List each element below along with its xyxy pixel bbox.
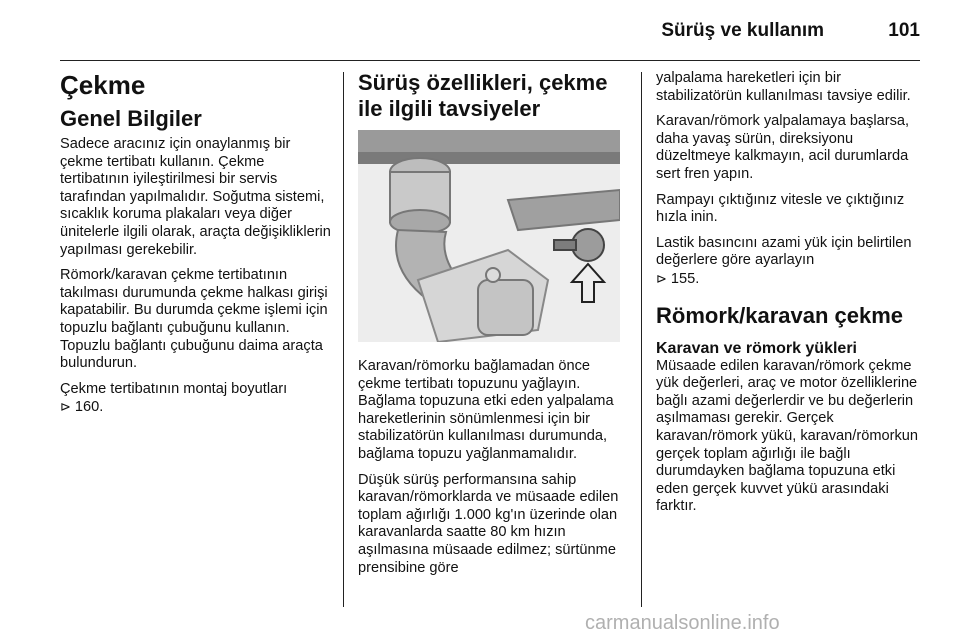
heading-genel-bilgiler: Genel Bilgiler — [60, 106, 202, 131]
paragraph-text: Lastik basıncını azami yük için belirtilen değerlere göre ayarlayın — [656, 234, 912, 269]
column-divider-2 — [641, 72, 642, 607]
paragraph: Karavan/römorku bağlamadan önce çekme tertibatı topuzunu yağlayın. Bağlama topuzuna etki eden yalpalama hareketlerinin sönümlenmesi için bir stabilizatörün kullanılması durumunda, bağlama topuzu yağlanmamalıdır. — [358, 358, 614, 462]
heading-romork-karavan-cekme: Römork/karavan çekme — [656, 302, 904, 328]
header-divider — [60, 60, 920, 61]
page-number: 101 — [888, 20, 920, 41]
paragraph: yalpalama hareketleri için bir stabilizatörün kullanılması tavsiye edilir. — [656, 70, 911, 104]
tow-ball-illustration — [358, 130, 620, 342]
paragraph: Müsaade edilen karavan/römork çekme yük değerleri, araç ve motor özelliklerine bağlı azami değerlerdir ve bu değerlerin aşılmaması gerekir. Gerçek karavan/römork yükü, karavan/römorkun gerçek toplam ağırlığı ile bağlı durumdayken bağlama topuzuna etki eden gerçek kuvvet yükü arasındaki farktır. — [656, 357, 918, 515]
paragraph: Karavan/römork yalpalamaya başlarsa, daha yavaş sürün, direksiyonu düzeltmeye kalkmayın, acil durumlarda sert fren yapın. — [656, 113, 910, 182]
paragraph: Römork/karavan çekme tertibatının takılması durumunda çekme halkası girişi kapatabilir. Bu durumda çekme işlemi için topuzlu bağlantı çubuğunu kullanın. Topuzlu bağlantı çubuğunu daima araçta bulundurun. — [60, 267, 328, 372]
column-middle — [358, 70, 630, 585]
page-header — [0, 0, 960, 62]
heading-surus-ozellikleri: Sürüş özellikleri, çekme ile ilgili tavsiyeler — [358, 70, 608, 121]
column-right — [656, 70, 928, 524]
heading-karavan-romork-yukleri: Karavan ve römork yükleri — [656, 339, 857, 357]
watermark: carmanualsonline.info — [585, 612, 780, 634]
heading-cekme: Çekme — [60, 70, 146, 100]
paragraph: Sadece aracınız için onaylanmış bir çekme tertibatı kullanın. Çekme tertibatının iyileştirilmesi bir servis tarafından yapılmalıdır. Soğutma sistemi, sıcaklık koruma plakaları veya diğer ünitelerle ilgili olarak, araçta değişikliklerin yapılması gerekebilir. — [60, 136, 331, 258]
paragraph: Düşük sürüş performansına sahip karavan/römorklarda ve müsaade edilen toplam ağırlığı 1.000 kg'ın üzerinde olan karavanlarda saatte 80 km hızın aşılmasına müsaade edilmez; sürtünme prensibine göre — [358, 471, 619, 576]
column-divider-1 — [343, 72, 344, 607]
paragraph: Rampayı çıktığınız vitesle ve çıktığınız hızla inin. — [656, 191, 905, 226]
reference-arrow-icon[interactable]: ⊳ — [656, 270, 667, 286]
page-reference[interactable]: 155. — [670, 270, 700, 287]
paragraph — [60, 381, 332, 417]
paragraph — [656, 235, 928, 289]
column-left — [60, 70, 332, 425]
section-title: Sürüş ve kullanım — [661, 20, 824, 41]
paragraph-text: Çekme tertibatının montaj boyutları — [60, 380, 288, 397]
page-reference[interactable]: 160. — [74, 399, 104, 416]
reference-arrow-icon[interactable]: ⊳ — [60, 399, 71, 415]
